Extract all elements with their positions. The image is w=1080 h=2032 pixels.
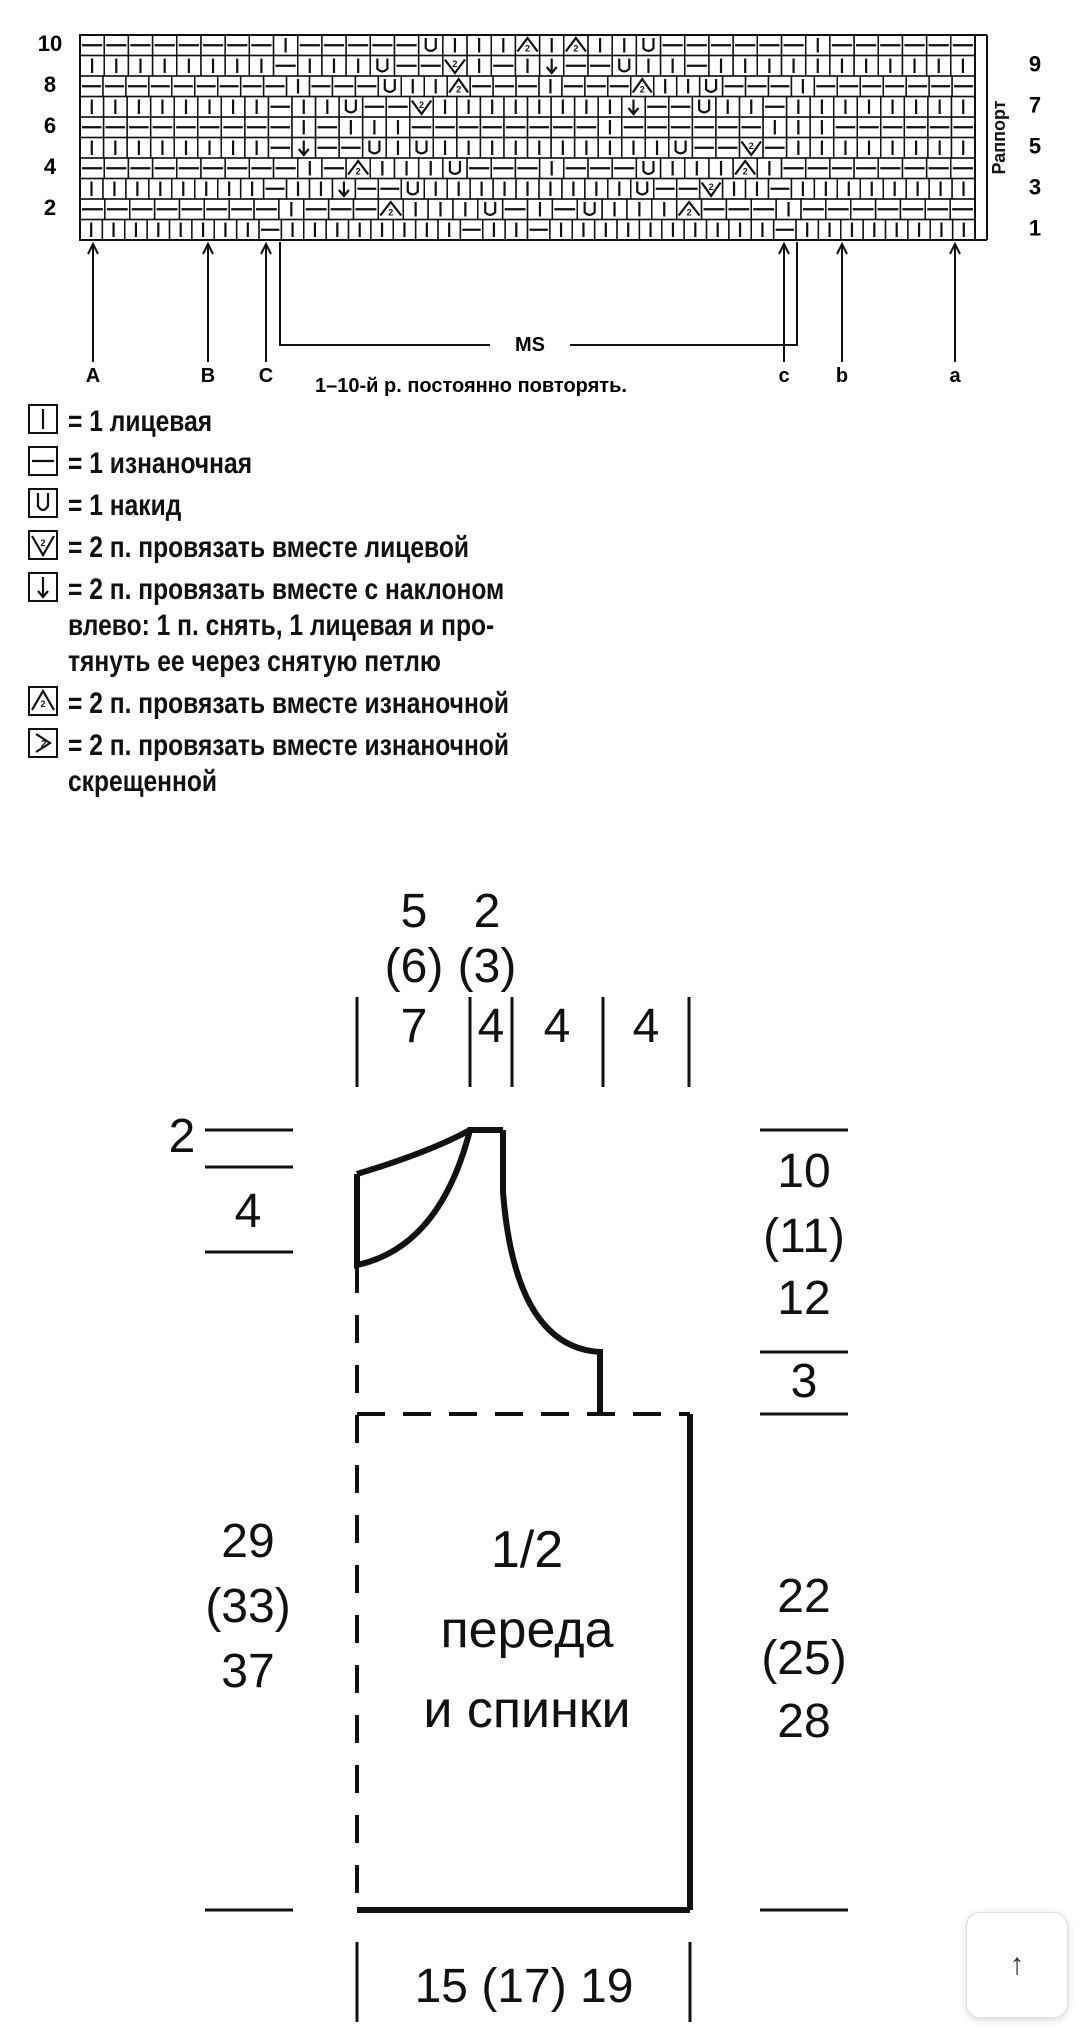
arrow-up-icon: ↑ <box>1009 1948 1025 1981</box>
legend-text: = 1 лицевая <box>68 405 213 438</box>
svg-text:2: 2 <box>748 140 754 151</box>
row-label-odd: 5 <box>1028 133 1042 159</box>
rapport-label: Раппорт <box>989 100 1009 175</box>
dim-right-28: 28 <box>777 1695 831 1748</box>
legend-text: = 1 изнаночная <box>68 447 253 480</box>
garment-schematic <box>0 832 1080 2032</box>
svg-text:2: 2 <box>419 99 425 110</box>
dim-right-22: 22 <box>777 1570 831 1623</box>
piece-title-1: 1/2 <box>490 1521 564 1579</box>
svg-text:2: 2 <box>686 207 692 218</box>
ms-bracket <box>280 242 797 345</box>
dim-top-7: 7 <box>400 1000 428 1053</box>
chart-grid <box>80 35 975 240</box>
dim-right-12: 12 <box>777 1272 831 1325</box>
row-label-even: 2 <box>43 195 57 220</box>
svg-text:2: 2 <box>355 166 361 177</box>
dim-right-25: (25) <box>761 1632 847 1685</box>
legend-text: = 2 п. провязать вместе изнаночной скрещенной <box>68 729 509 798</box>
dim-top-4a: 4 <box>477 1000 505 1053</box>
dim-top-2: 2 <box>473 885 501 938</box>
svg-text:2: 2 <box>524 43 531 54</box>
dim-right-3: 3 <box>790 1355 818 1408</box>
legend-row <box>28 404 648 440</box>
piece-title-3: и спинки <box>423 1681 631 1739</box>
dim-top-5: 5 <box>400 885 428 938</box>
legend-text: = 2 п. провязать вместе изнаночной <box>68 687 509 720</box>
legend-text: = 2 п. провязать вместе лицевой <box>68 531 470 564</box>
ms-label: MS <box>515 334 545 356</box>
knitting-chart <box>0 0 1080 400</box>
arrow-label: b <box>835 365 849 387</box>
p2tog-symbol-icon <box>28 686 58 716</box>
dim-right-11: (11) <box>763 1210 845 1263</box>
arrow-label: B <box>200 365 216 387</box>
p2togtbl-symbol-icon <box>28 728 58 758</box>
svg-text:2: 2 <box>708 181 714 192</box>
row-label-odd: 9 <box>1028 51 1042 77</box>
legend-row <box>28 446 648 482</box>
dim-top-6: (6) <box>384 940 444 993</box>
piece-title-2: переда <box>440 1601 614 1659</box>
svg-text:2: 2 <box>742 166 748 177</box>
dim-top-3: (3) <box>457 940 517 993</box>
svg-text:2: 2 <box>452 58 458 69</box>
row-label-odd: 7 <box>1028 92 1042 118</box>
legend-text: = 2 п. провязать вместе с наклоном влево: 1 п. снять, 1 лицевая и про- тянуть ее через снятую петлю <box>68 573 505 678</box>
arrow-label: c <box>778 365 790 387</box>
row-label-even: 4 <box>43 154 57 179</box>
dim-left-29: 29 <box>221 1515 275 1568</box>
arrow-label: C <box>258 365 274 387</box>
legend-row <box>28 686 648 722</box>
row-label-odd: 1 <box>1028 215 1042 241</box>
ssk-symbol-icon <box>28 572 58 602</box>
row-label-even: 6 <box>43 113 57 138</box>
svg-text:2: 2 <box>40 699 46 709</box>
scroll-to-top-button[interactable] <box>966 1912 1068 2018</box>
legend-row <box>28 530 648 566</box>
arrow-markers <box>86 244 962 387</box>
row-label-odd: 3 <box>1028 174 1042 200</box>
dim-left-37: 37 <box>221 1645 275 1698</box>
legend-text: = 1 накид <box>68 489 182 522</box>
dim-top-4b: 4 <box>543 1000 571 1053</box>
legend-row <box>28 728 648 800</box>
arrow-label: A <box>85 365 101 387</box>
knit-symbol-icon <box>28 404 58 434</box>
svg-text:2: 2 <box>388 207 394 218</box>
symbol-legend <box>28 404 648 806</box>
repeat-note: 1–10-й р. постоянно повторять. <box>315 375 627 397</box>
svg-text:2: 2 <box>573 43 579 54</box>
row-label-even: 10 <box>37 31 63 56</box>
dim-top-4c: 4 <box>632 1000 660 1053</box>
dim-left-2: 2 <box>168 1110 196 1163</box>
dim-bottom-width: 15 (17) 19 <box>414 1960 634 2013</box>
svg-text:2: 2 <box>40 538 46 548</box>
svg-text:2: 2 <box>456 84 462 95</box>
svg-text:2: 2 <box>639 84 645 95</box>
chart-row <box>80 220 975 241</box>
purl-symbol-icon <box>28 446 58 476</box>
legend-row <box>28 572 648 680</box>
yo-symbol-icon <box>28 488 58 518</box>
svg-text:2: 2 <box>41 739 47 750</box>
dim-right-10: 10 <box>777 1145 831 1198</box>
dim-left-4: 4 <box>234 1185 262 1238</box>
arrow-label: a <box>949 365 961 387</box>
dim-left-33: (33) <box>205 1580 291 1633</box>
legend-row <box>28 488 648 524</box>
k2tog-symbol-icon <box>28 530 58 560</box>
row-label-even: 8 <box>43 72 57 97</box>
